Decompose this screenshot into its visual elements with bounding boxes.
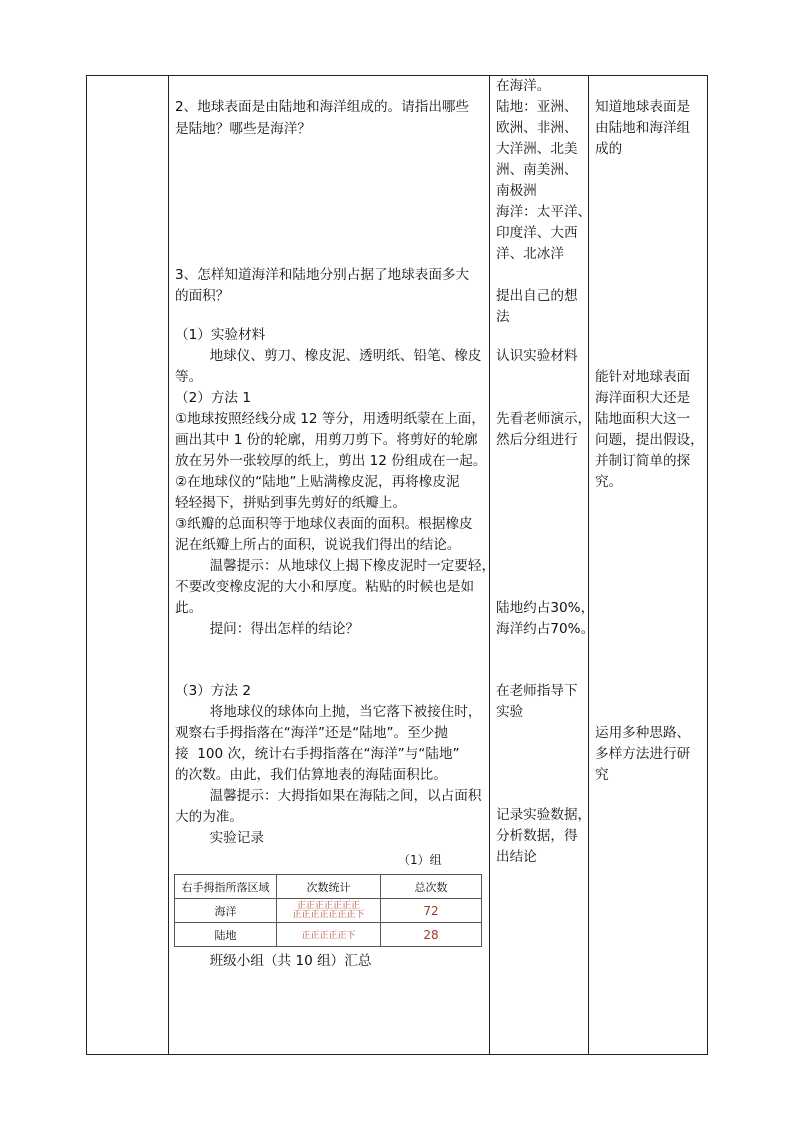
student-line: 大洋洲、北美: [496, 141, 578, 157]
table-header: 次数统计: [277, 875, 381, 899]
method-2-tip: 温馨提示：大拇指如果在海陆之间，以占面积: [175, 788, 482, 804]
materials-text-cont: 等。: [175, 369, 203, 385]
method-1-tip: 不要改变橡皮泥的大小和厚度。粘贴的时候也是如: [175, 579, 475, 595]
student-line: 在海洋。: [496, 78, 551, 94]
student-line: 分析数据，得: [496, 828, 578, 844]
method-2-tip: 大的为准。: [175, 809, 243, 825]
method-2-heading: （3）方法 2: [175, 683, 251, 699]
method-1-line: ②在地球仪的“陆地”上贴满橡皮泥，再将橡皮泥: [175, 474, 460, 490]
materials-text: 地球仪、剪刀、橡皮泥、透明纸、铅笔、橡皮: [175, 348, 482, 364]
goal-line: 并制订简单的探: [595, 453, 691, 469]
question-3-cont: 的面积？: [175, 288, 230, 304]
student-line: 欧洲、非洲、: [496, 120, 578, 136]
student-line: 法: [496, 309, 510, 325]
method-2-line: 接 100 次，统计右手拇指落在“海洋”与“陆地”: [175, 746, 460, 762]
record-table: [174, 874, 482, 947]
student-line: 海洋：太平洋、: [496, 204, 592, 220]
tally-cell: 正正正正正正正 正正正正正正正下: [277, 899, 381, 923]
method-1-heading: （2）方法 1: [175, 390, 251, 406]
question-2: 2、地球表面是由陆地和海洋组成的。请指出哪些: [175, 99, 470, 115]
goal-line: 陆地面积大这一: [595, 411, 691, 427]
method-1-line: 画出其中 1 份的轮廓，用剪刀剪下。将剪好的轮廓: [175, 432, 478, 448]
table-header: 右手拇指所落区域: [175, 875, 277, 899]
method-2-line: 将地球仪的球体向上抛，当它落下被接住时，: [175, 704, 482, 720]
student-line: 印度洋、大西: [496, 225, 578, 241]
goal-line: 能针对地球表面: [595, 369, 691, 385]
table-header-row: [175, 875, 482, 899]
goal-line: 海洋面积大还是: [595, 390, 691, 406]
table-row: [175, 923, 482, 947]
student-line: 提出自己的想: [496, 288, 578, 304]
method-1-tip: 温馨提示：从地球仪上揭下橡皮泥时一定要轻，: [175, 558, 496, 574]
method-1-line: 轻轻揭下，拼贴到事先剪好的纸瓣上。: [175, 495, 407, 511]
method-1-line: ③纸瓣的总面积等于地球仪表面的面积。根据橡皮: [175, 516, 473, 532]
goal-line: 多样方法进行研: [595, 746, 691, 762]
student-line: 陆地约占30%，: [496, 600, 595, 616]
goal-line: 知道地球表面是: [595, 99, 691, 115]
region-cell: 陆地: [175, 923, 277, 947]
materials-heading: （1）实验材料: [175, 327, 266, 343]
region-cell: 海洋: [175, 899, 277, 923]
group-label: （1）组: [398, 853, 442, 867]
student-line: 实验: [496, 704, 524, 720]
goal-line: 问题，提出假设，: [595, 432, 704, 448]
question-3: 3、怎样知道海洋和陆地分别占据了地球表面多大: [175, 267, 470, 283]
column-divider: [168, 75, 169, 1055]
student-line: 海洋约占70%。: [496, 621, 595, 637]
student-line: 记录实验数据，: [496, 807, 592, 823]
tally-cell: 正正正正正下: [277, 923, 381, 947]
method-2-line: 观察右手拇指落在“海洋”还是“陆地”。至少抛: [175, 725, 448, 741]
table-header: 总次数: [381, 875, 482, 899]
table-row: [175, 899, 482, 923]
method-1-tip: 此。: [175, 600, 203, 616]
goal-line: 由陆地和海洋组: [595, 120, 691, 136]
class-summary: 班级小组（共 10 组）汇总: [175, 953, 372, 969]
student-line: 然后分组进行: [496, 432, 578, 448]
method-1-question: 提问：得出怎样的结论？: [175, 621, 360, 637]
goal-line: 究: [595, 767, 609, 783]
method-1-line: 放在另外一张较厚的纸上，剪出 12 份组成在一起。: [175, 453, 487, 469]
goal-line: 运用多种思路、: [595, 725, 691, 741]
method-1-line: ①地球按照经线分成 12 等分，用透明纸蒙在上面，: [175, 411, 485, 427]
record-heading: 实验记录: [175, 830, 264, 846]
student-line: 先看老师演示，: [496, 411, 592, 427]
student-line: 洲、南美洲、: [496, 162, 578, 178]
goal-line: 成的: [595, 141, 623, 157]
student-line: 出结论: [496, 849, 537, 865]
total-cell: 28: [381, 923, 482, 947]
question-2-cont: 是陆地？哪些是海洋？: [175, 121, 311, 137]
student-line: 认识实验材料: [496, 348, 578, 364]
student-line: 陆地：亚洲、: [496, 99, 578, 115]
total-cell: 72: [381, 899, 482, 923]
student-line: 在老师指导下: [496, 683, 578, 699]
student-line: 南极洲: [496, 183, 537, 199]
method-2-line: 的次数。由此，我们估算地表的海陆面积比。: [175, 767, 447, 783]
goal-line: 究。: [595, 474, 623, 490]
method-1-line: 泥在纸瓣上所占的面积，说说我们得出的结论。: [175, 537, 461, 553]
student-line: 洋、北冰洋: [496, 246, 564, 262]
